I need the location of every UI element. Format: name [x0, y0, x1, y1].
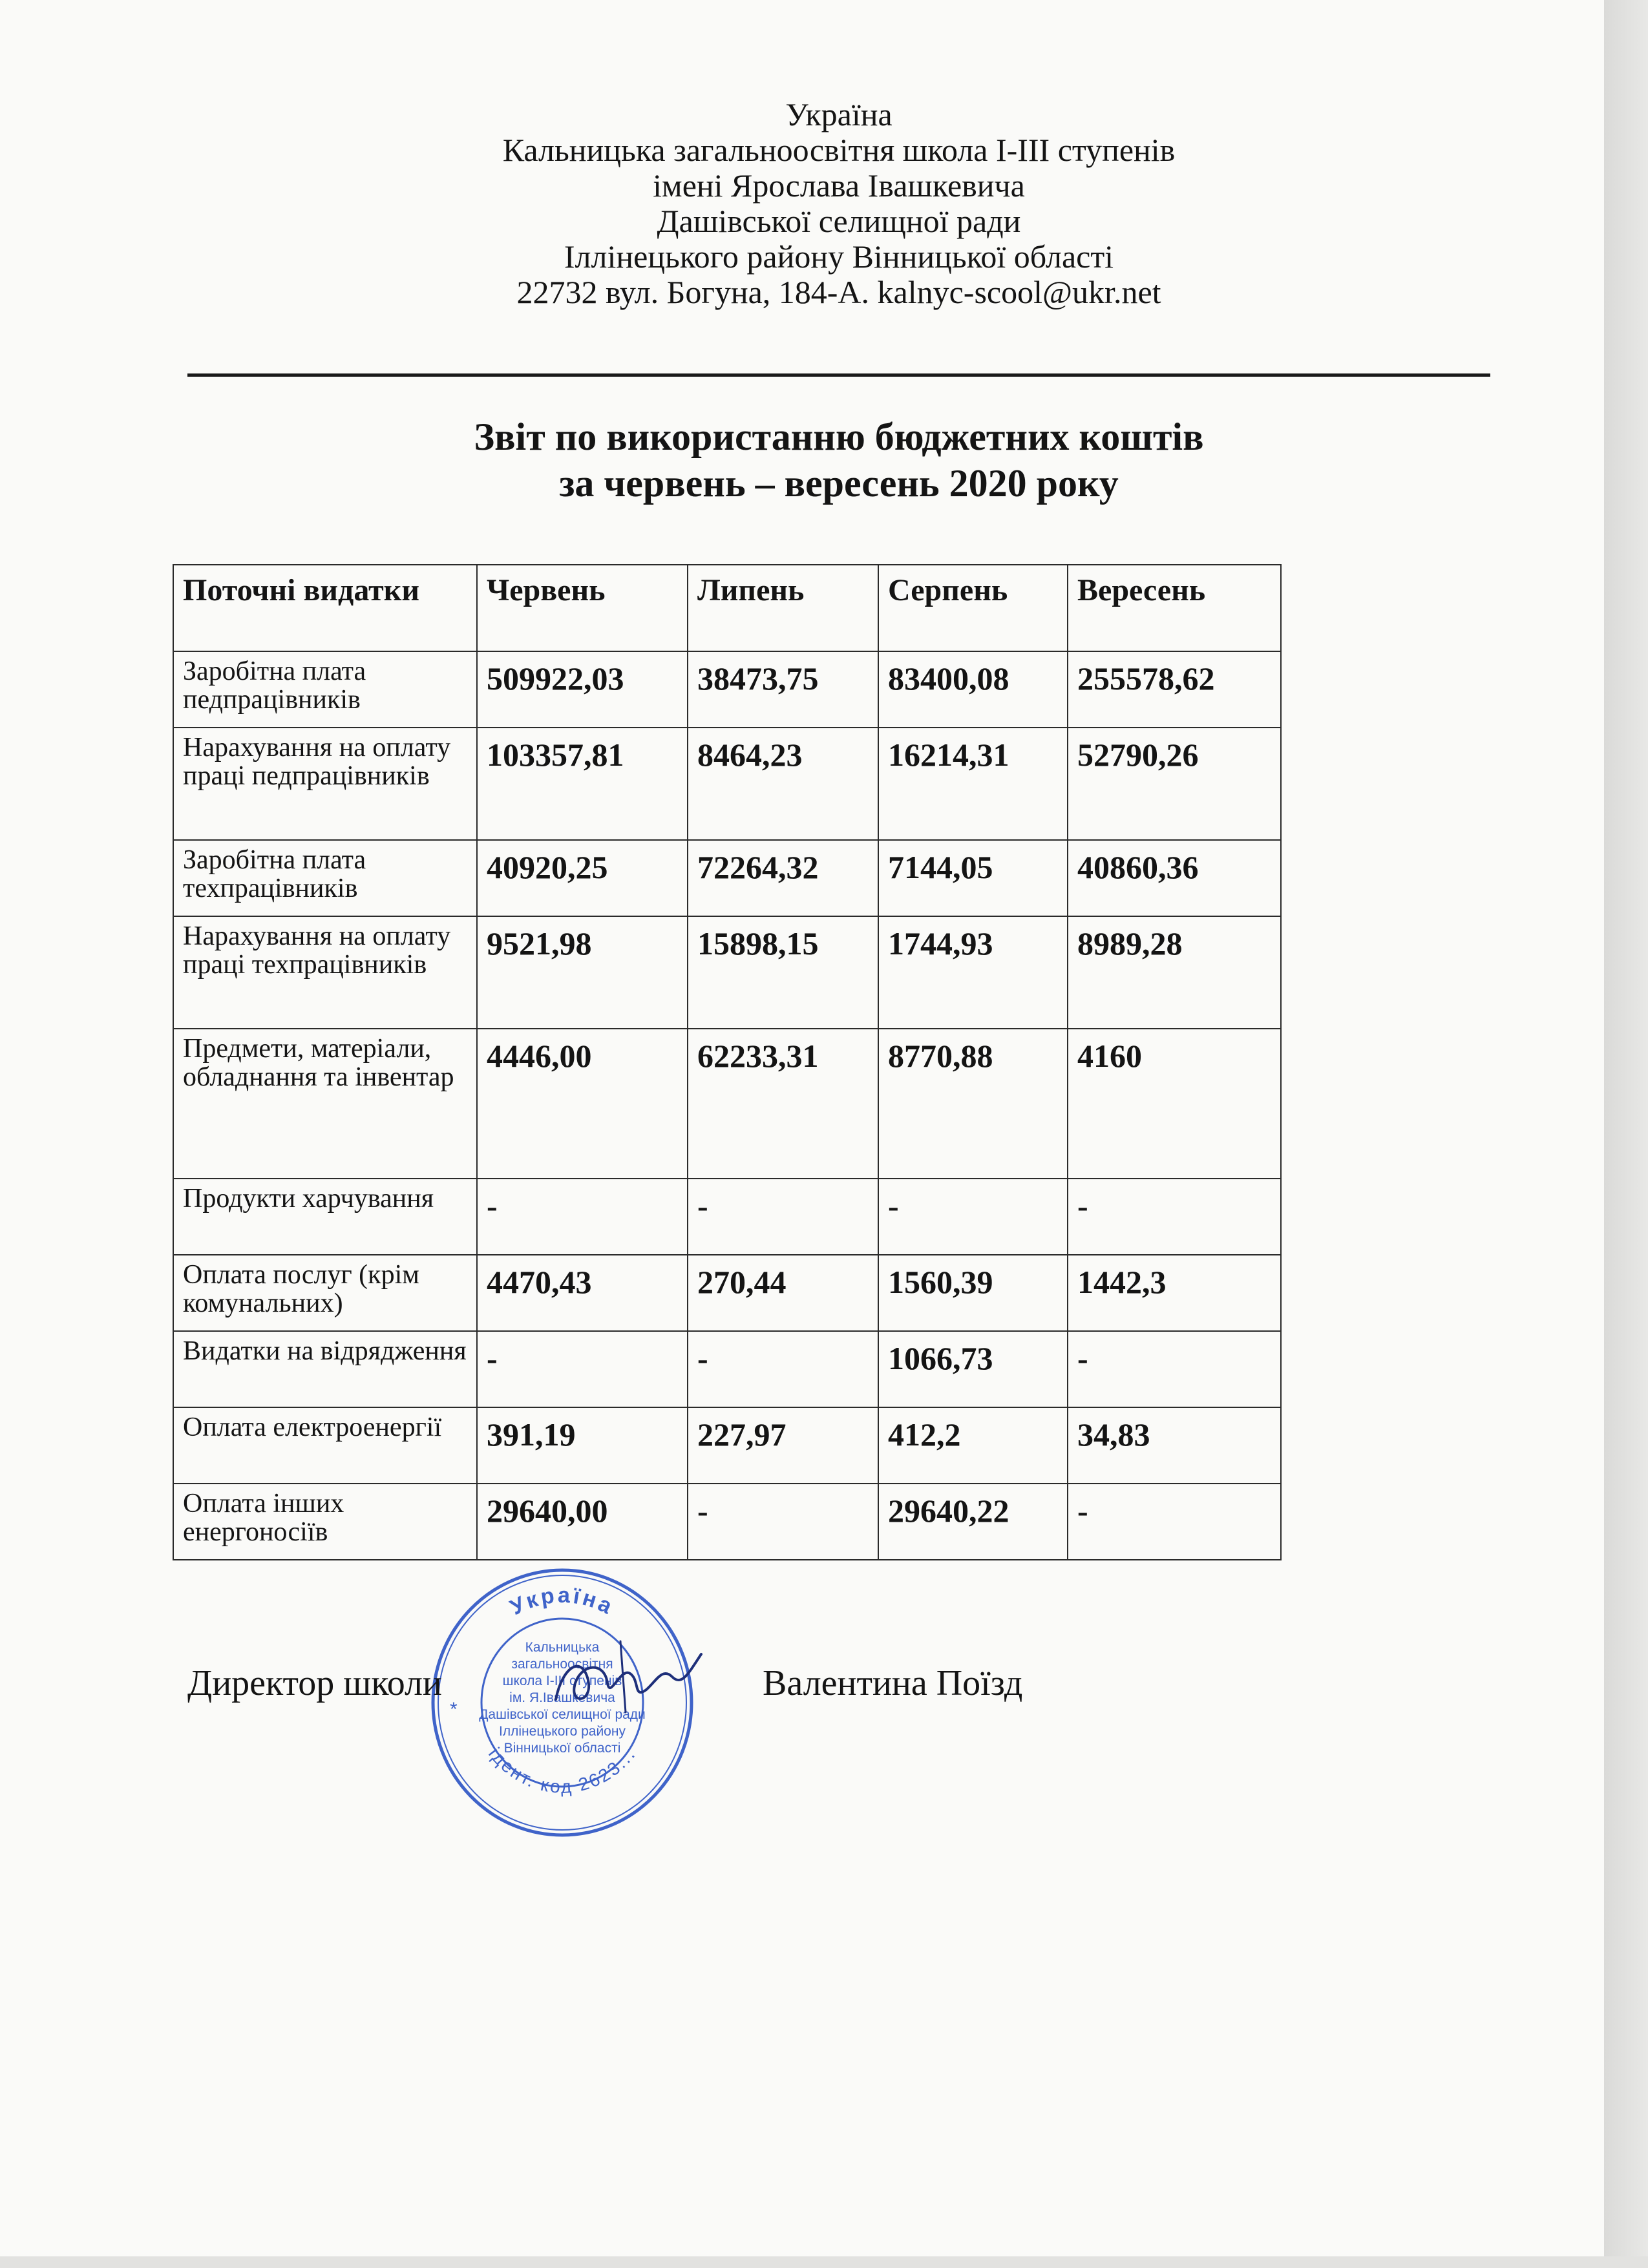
row-label: Видатки на відрядження	[173, 1331, 477, 1407]
signature-position: Директор школи	[187, 1663, 442, 1703]
letterhead-school-name: імені Ярослава Івашкевича	[653, 167, 1025, 204]
cell-value: 103357,81	[477, 728, 688, 840]
row-label: Нарахування на оплату праці педпрацівників	[173, 728, 477, 840]
table-row	[173, 1255, 1281, 1331]
cell-value: 4446,00	[477, 1029, 688, 1179]
row-label: Заробітна плата педпрацівників	[173, 651, 477, 728]
cell-value: -	[688, 1179, 878, 1255]
cell-value: 255578,62	[1068, 651, 1281, 728]
stamp-line: загальноосвітня	[511, 1657, 613, 1672]
cell-value: -	[878, 1179, 1068, 1255]
cell-value: 1744,93	[878, 916, 1068, 1029]
table-row	[173, 916, 1281, 1029]
cell-value: 4470,43	[477, 1255, 688, 1331]
cell-value: 38473,75	[688, 651, 878, 728]
stamp-line: Кальницька	[525, 1640, 600, 1655]
report-title-line-2: за червень – вересень 2020 року	[559, 462, 1119, 505]
cell-value: 62233,31	[688, 1029, 878, 1179]
table-row	[173, 1331, 1281, 1407]
cell-value: 34,83	[1068, 1407, 1281, 1484]
letterhead-district: Іллінецького району Вінницької області	[564, 238, 1114, 275]
table-row	[173, 1407, 1281, 1484]
cell-value: 1560,39	[878, 1255, 1068, 1331]
signature-name: Валентина Поїзд	[763, 1663, 1023, 1703]
column-header-expenses: Поточні видатки	[173, 565, 477, 651]
table-header-row	[173, 565, 1281, 651]
column-header-september: Вересень	[1068, 565, 1281, 651]
table-row	[173, 1484, 1281, 1560]
table-row	[173, 1179, 1281, 1255]
letterhead-school: Кальницька загальноосвітня школа І-ІІІ ступенів	[502, 132, 1176, 168]
cell-value: -	[688, 1484, 878, 1560]
letterhead-country: Україна	[785, 96, 893, 132]
cell-value: 52790,26	[1068, 728, 1281, 840]
cell-value: -	[477, 1331, 688, 1407]
signature-scribble	[543, 1628, 711, 1725]
cell-value: -	[688, 1331, 878, 1407]
stamp-line: ім. Я.Івашкевича	[509, 1690, 615, 1705]
table-row	[173, 651, 1281, 728]
table-row	[173, 840, 1281, 916]
row-label: Оплата електроенергії	[173, 1407, 477, 1484]
cell-value: 83400,08	[878, 651, 1068, 728]
cell-value: 29640,00	[477, 1484, 688, 1560]
cell-value: 227,97	[688, 1407, 878, 1484]
stamp-line: Іллінецького району	[499, 1724, 626, 1739]
row-label: Оплата послуг (крім комунальних)	[173, 1255, 477, 1331]
stamp-arc-top: Україна	[506, 1582, 618, 1621]
letterhead-council: Дашівської селищної ради	[657, 203, 1021, 239]
cell-value: 15898,15	[688, 916, 878, 1029]
letterhead-divider	[187, 373, 1490, 377]
stamp-line: школа І-ІІІ ступенів	[502, 1674, 622, 1688]
cell-value: 8464,23	[688, 728, 878, 840]
cell-value: -	[1068, 1331, 1281, 1407]
cell-value: -	[477, 1179, 688, 1255]
cell-value: 509922,03	[477, 651, 688, 728]
scan-bottom-edge	[0, 2256, 1648, 2268]
row-label: Нарахування на оплату праці техпрацівників	[173, 916, 477, 1029]
column-header-june: Червень	[477, 565, 688, 651]
table-row	[173, 1029, 1281, 1179]
cell-value: 4160	[1068, 1029, 1281, 1179]
letterhead	[187, 97, 1490, 310]
stamp-line: Вінницької області	[503, 1741, 621, 1756]
cell-value: 9521,98	[477, 916, 688, 1029]
cell-value: -	[1068, 1179, 1281, 1255]
cell-value: 29640,22	[878, 1484, 1068, 1560]
row-label: Оплата інших енергоносіїв	[173, 1484, 477, 1560]
cell-value: 8770,88	[878, 1029, 1068, 1179]
row-label: Продукти харчування	[173, 1179, 477, 1255]
expenses-table	[173, 564, 1282, 1560]
stamp-line: Дашівської селищної ради	[479, 1707, 646, 1722]
scan-edge	[1604, 0, 1648, 2268]
cell-value: 7144,05	[878, 840, 1068, 916]
cell-value: 270,44	[688, 1255, 878, 1331]
cell-value: -	[1068, 1484, 1281, 1560]
table-row	[173, 728, 1281, 840]
cell-value: 1066,73	[878, 1331, 1068, 1407]
column-header-july: Липень	[688, 565, 878, 651]
cell-value: 72264,32	[688, 840, 878, 916]
report-title-line-1: Звіт по використанню бюджетних коштів	[474, 415, 1204, 458]
column-header-august: Серпень	[878, 565, 1068, 651]
cell-value: 412,2	[878, 1407, 1068, 1484]
row-label: Предмети, матеріали, обладнання та інвентар	[173, 1029, 477, 1179]
cell-value: 8989,28	[1068, 916, 1281, 1029]
letterhead-address: 22732 вул. Богуна, 184-А. kalnyc-scool@ukr.net	[516, 274, 1161, 310]
cell-value: 16214,31	[878, 728, 1068, 840]
stamp-star-icon: *	[450, 1699, 458, 1720]
cell-value: 391,19	[477, 1407, 688, 1484]
cell-value: 1442,3	[1068, 1255, 1281, 1331]
row-label: Заробітна плата техпрацівників	[173, 840, 477, 916]
report-title	[187, 414, 1490, 507]
stamp-arc-bottom: ідент. код 2623...	[485, 1743, 640, 1797]
cell-value: 40920,25	[477, 840, 688, 916]
cell-value: 40860,36	[1068, 840, 1281, 916]
